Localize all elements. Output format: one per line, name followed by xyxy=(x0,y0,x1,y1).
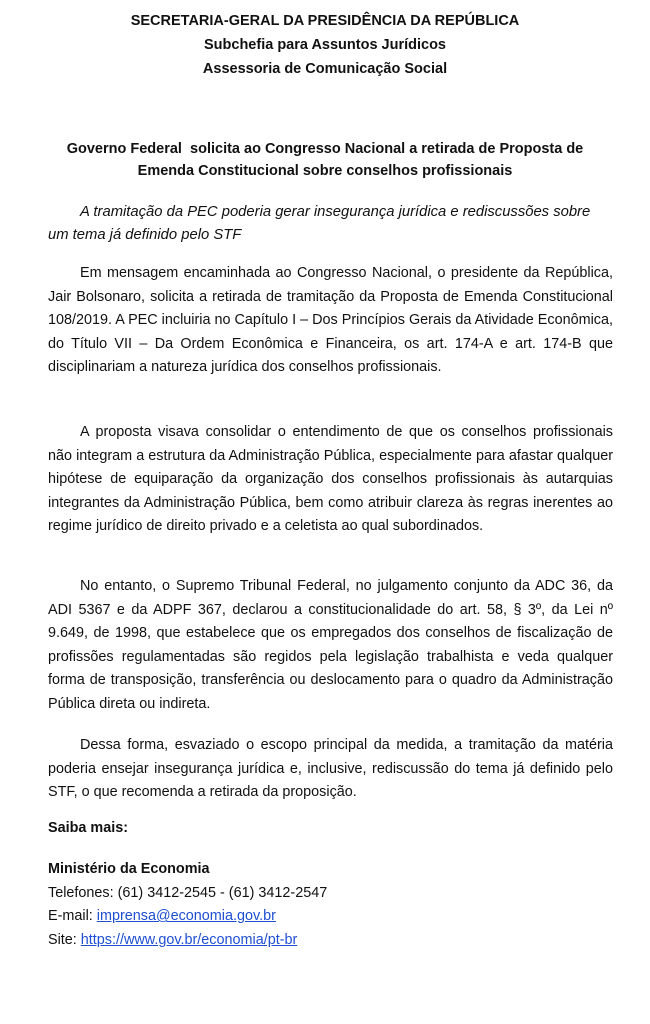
contact-phones-line xyxy=(48,882,613,906)
contact-email-line xyxy=(48,905,613,929)
press-release-title xyxy=(40,138,610,182)
site-label: Site: xyxy=(48,931,77,948)
press-release-subtitle: A tramitação da PEC poderia gerar insegurança jurídica e rediscussões sobre um tema já definido pelo STF xyxy=(48,204,591,243)
title-line-2: Emenda Constitucional sobre conselhos profissionais xyxy=(137,163,513,179)
saiba-mais-heading: Saiba mais: xyxy=(48,820,128,836)
contact-block xyxy=(48,858,613,952)
title-line-1: Governo Federal solicita ao Congresso Nacional a retirada de Proposta de xyxy=(66,141,584,157)
paragraph-2: A proposta visava consolidar o entendimento de que os conselhos profissionais não integram a estrutura da Administração Pública, especialmente para afastar qualquer hipótese de equiparação da organização dos conselhos profissionais às autarquias integrantes da Administração Pública, bem como atribuir clareza às regras inerentes ao regime jurídico de direito privado e a celetista ao qual subordinados. xyxy=(48,424,613,535)
header-subchefia: Subchefia para Assuntos Jurídicos xyxy=(204,37,446,53)
phones-value: (61) 3412-2545 - (61) 3412-2547 xyxy=(117,884,328,901)
site-link[interactable]: https://www.gov.br/economia/pt-br xyxy=(80,931,298,948)
contact-org: Ministério da Economia xyxy=(48,861,210,877)
paragraph-1: Em mensagem encaminhada ao Congresso Nacional, o presidente da República, Jair Bolsonaro, solicita a retirada de tramitação da Proposta de Emenda Constitucional 108/2019. A PEC incluiria no Capítulo I – Dos Princípios Gerais da Atividade Econômica, do Título VII – Da Ordem Econômica e Financeira, os art. 174-A e art. 174-B que disciplinariam a natureza jurídica dos conselhos profissionais. xyxy=(48,265,613,376)
contact-site-line xyxy=(48,929,613,953)
paragraph-3: No entanto, o Supremo Tribunal Federal, no julgamento conjunto da ADC 36, da ADI 5367 e da ADPF 367, declarou a constitucionalidade do art. 58, § 3º, da Lei nº 9.649, de 1998, que estabelece que os empregados dos conselhos de fiscalização de profissões regulamentadas são regidos pela legislação trabalhista e veda qualquer forma de transposição, transferência ou deslocamento para o quadro da Administração Pública direta ou indireta. xyxy=(48,578,613,712)
document-header xyxy=(0,9,650,81)
email-label: E-mail: xyxy=(48,908,93,925)
header-assessoria: Assessoria de Comunicação Social xyxy=(202,61,448,77)
email-link[interactable]: imprensa@economia.gov.br xyxy=(96,908,276,925)
header-secretaria: SECRETARIA-GERAL DA PRESIDÊNCIA DA REPÚBLICA xyxy=(130,13,520,29)
phones-label: Telefones: xyxy=(48,884,114,901)
paragraph-4: Dessa forma, esvaziado o escopo principal da medida, a tramitação da matéria poderia ensejar insegurança jurídica e, inclusive, rediscussão do tema já definido pelo STF, o que recomenda a retirada da proposição. xyxy=(48,737,613,801)
